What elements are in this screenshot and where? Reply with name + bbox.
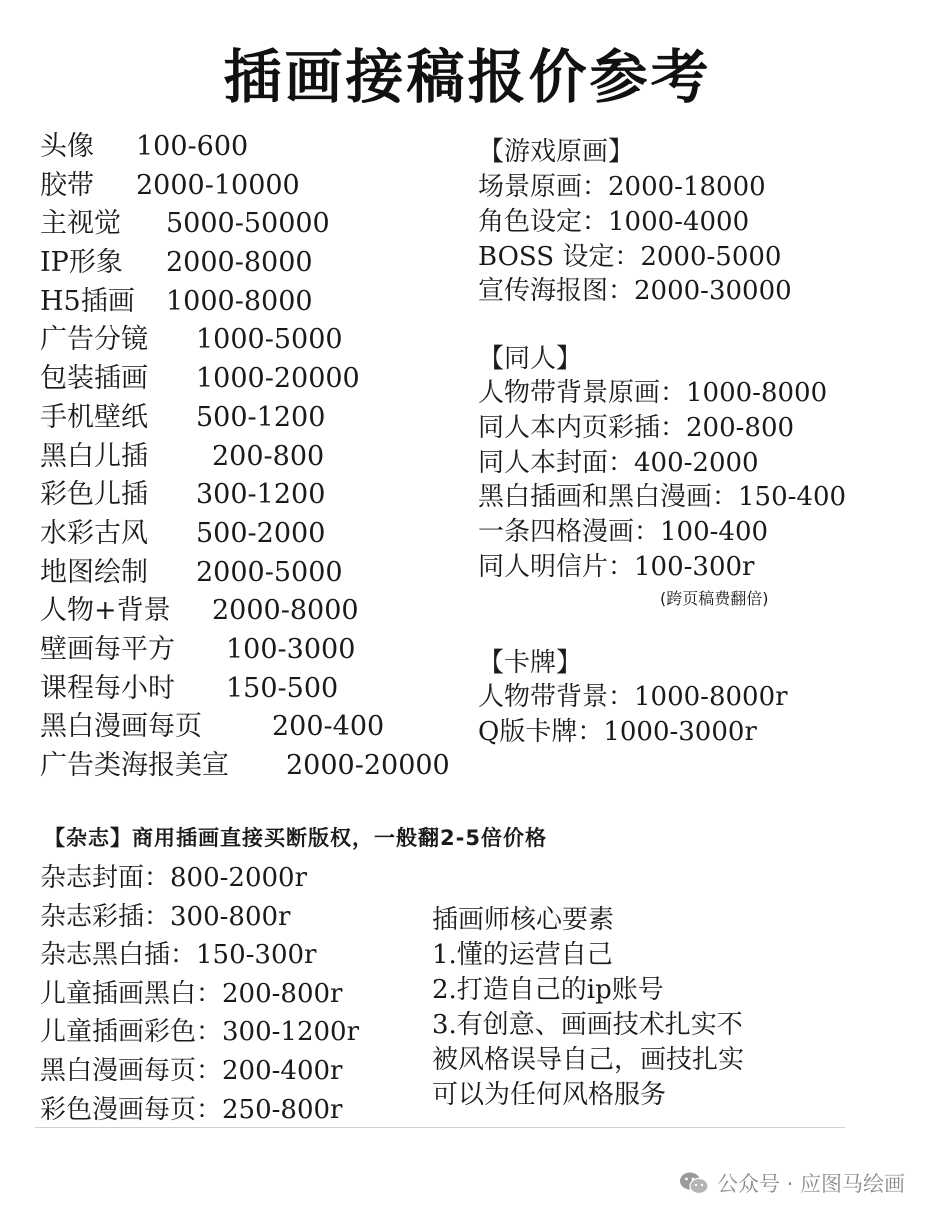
price-label: 壁画每平方 [40,633,175,665]
core-element-line: 可以为任何风格服务 [432,1080,667,1110]
price-label: 胶带 [40,169,94,201]
price-label: IP形象 [40,247,123,279]
price-row [40,360,450,399]
card-item: Q版卡牌：1000-3000r [478,716,757,747]
price-range: 100-3000 [226,633,356,665]
price-range: 200-800 [212,440,325,472]
core-element-line: 被风格误导自己，画技扎实 [432,1045,745,1075]
price-row [40,515,450,554]
core-element-line: 插画师核心要素 [432,905,615,935]
doujin-item: 同人本内页彩插：200-800 [478,412,795,443]
doujin-item: 同人明信片：100-300r [478,551,755,582]
price-range: 1000-20000 [196,363,360,395]
price-row [40,631,450,670]
price-range: 150-500 [226,672,339,704]
core-element-line: 2.打造自己的ip账号 [432,975,664,1005]
price-label: 水彩古风 [40,517,148,549]
price-row [40,283,450,322]
doujin-item: 一条四格漫画：100-400 [478,517,769,548]
price-label: 黑白儿插 [40,440,148,472]
price-row [40,554,450,593]
card-price-list [478,680,788,750]
magazine-item: 杂志封面：800-2000r [40,863,308,893]
magazine-item: 黑白漫画每页：200-400r [40,1055,343,1086]
price-row [40,747,450,786]
game-art-item: 场景原画：2000-18000 [478,172,766,202]
divider [35,1127,845,1128]
card-section [478,646,788,750]
doujin-item: 黑白插画和黑白漫画：150-400 [478,482,847,513]
doujin-section [478,342,846,585]
price-range: 500-1200 [196,401,326,433]
price-range: 2000-8000 [212,595,359,627]
price-range: 2000-5000 [196,556,343,588]
magazine-header: 【杂志】商用插画直接买断版权，一般翻2-5倍价格 [44,826,547,850]
magazine-item: 杂志彩插：300-800r [40,901,291,932]
game-art-header: 【游戏原画】 [478,137,635,167]
price-range: 2000-20000 [286,750,450,781]
price-range: 1000-8000 [166,285,313,317]
general-price-list [40,128,450,786]
game-art-item: 宣传海报图：2000-30000 [478,276,792,307]
game-art-item: BOSS 设定：2000-5000 [478,241,782,272]
page-title: 插画接稿报价参考 [223,43,712,111]
price-row [40,476,450,515]
magazine-item: 彩色漫画每页：250-800r [40,1094,343,1125]
card-item: 人物带背景：1000-8000r [478,682,788,712]
price-label: 课程每小时 [40,672,175,704]
doujin-header: 【同人】 [478,344,583,374]
price-label: 彩色儿插 [40,479,148,511]
magazine-item: 儿童插画彩色：300-1200r [40,1017,360,1048]
price-label: 黑白漫画每页 [40,711,202,743]
price-label: 主视觉 [40,208,121,240]
price-range: 500-2000 [196,517,326,549]
price-range: 300-1200 [196,479,326,511]
price-range: 5000-50000 [166,208,330,240]
price-label: 广告分镜 [40,324,148,356]
price-label: H5插画 [40,285,135,317]
price-row [40,399,450,438]
doujin-note: (跨页稿费翻倍) [660,589,769,608]
game-art-section [478,134,792,309]
price-row [40,205,450,244]
watermark [679,1168,905,1198]
price-label: 地图绘制 [40,556,148,588]
price-row [40,670,450,709]
magazine-price-list [40,859,359,1129]
price-label: 包装插画 [40,363,148,395]
game-art-price-list [478,170,792,309]
card-header: 【卡牌】 [478,648,583,678]
game-art-item: 角色设定：1000-4000 [478,206,750,237]
price-range: 1000-5000 [196,324,343,356]
price-label: 广告类海报美宣 [40,750,229,781]
price-range: 200-400 [272,711,385,743]
price-row [40,592,450,631]
price-row [40,244,450,283]
doujin-item: 人物带背景原画：1000-8000 [478,378,828,408]
core-element-line: 1.懂的运营自己 [432,940,613,970]
price-label: 头像 [40,131,94,162]
price-label: 手机壁纸 [40,401,148,433]
price-row [40,128,450,167]
core-elements-list [432,903,744,1113]
price-range: 100-600 [136,131,249,162]
doujin-price-list [478,376,846,585]
wechat-icon [679,1171,709,1195]
price-label: 人物+背景 [40,595,171,627]
price-row [40,438,450,477]
price-row [40,708,450,747]
price-row [40,167,450,206]
price-row [40,321,450,360]
watermark-text: 公众号 · 应图马绘画 [716,1172,905,1196]
doujin-item: 同人本封面：400-2000 [478,447,759,478]
magazine-item: 儿童插画黑白：200-800r [40,978,343,1009]
price-range: 2000-8000 [166,247,313,279]
price-range: 2000-10000 [136,169,300,201]
core-element-line: 3.有创意、画画技术扎实不 [432,1010,743,1040]
magazine-item: 杂志黑白插：150-300r [40,940,317,971]
